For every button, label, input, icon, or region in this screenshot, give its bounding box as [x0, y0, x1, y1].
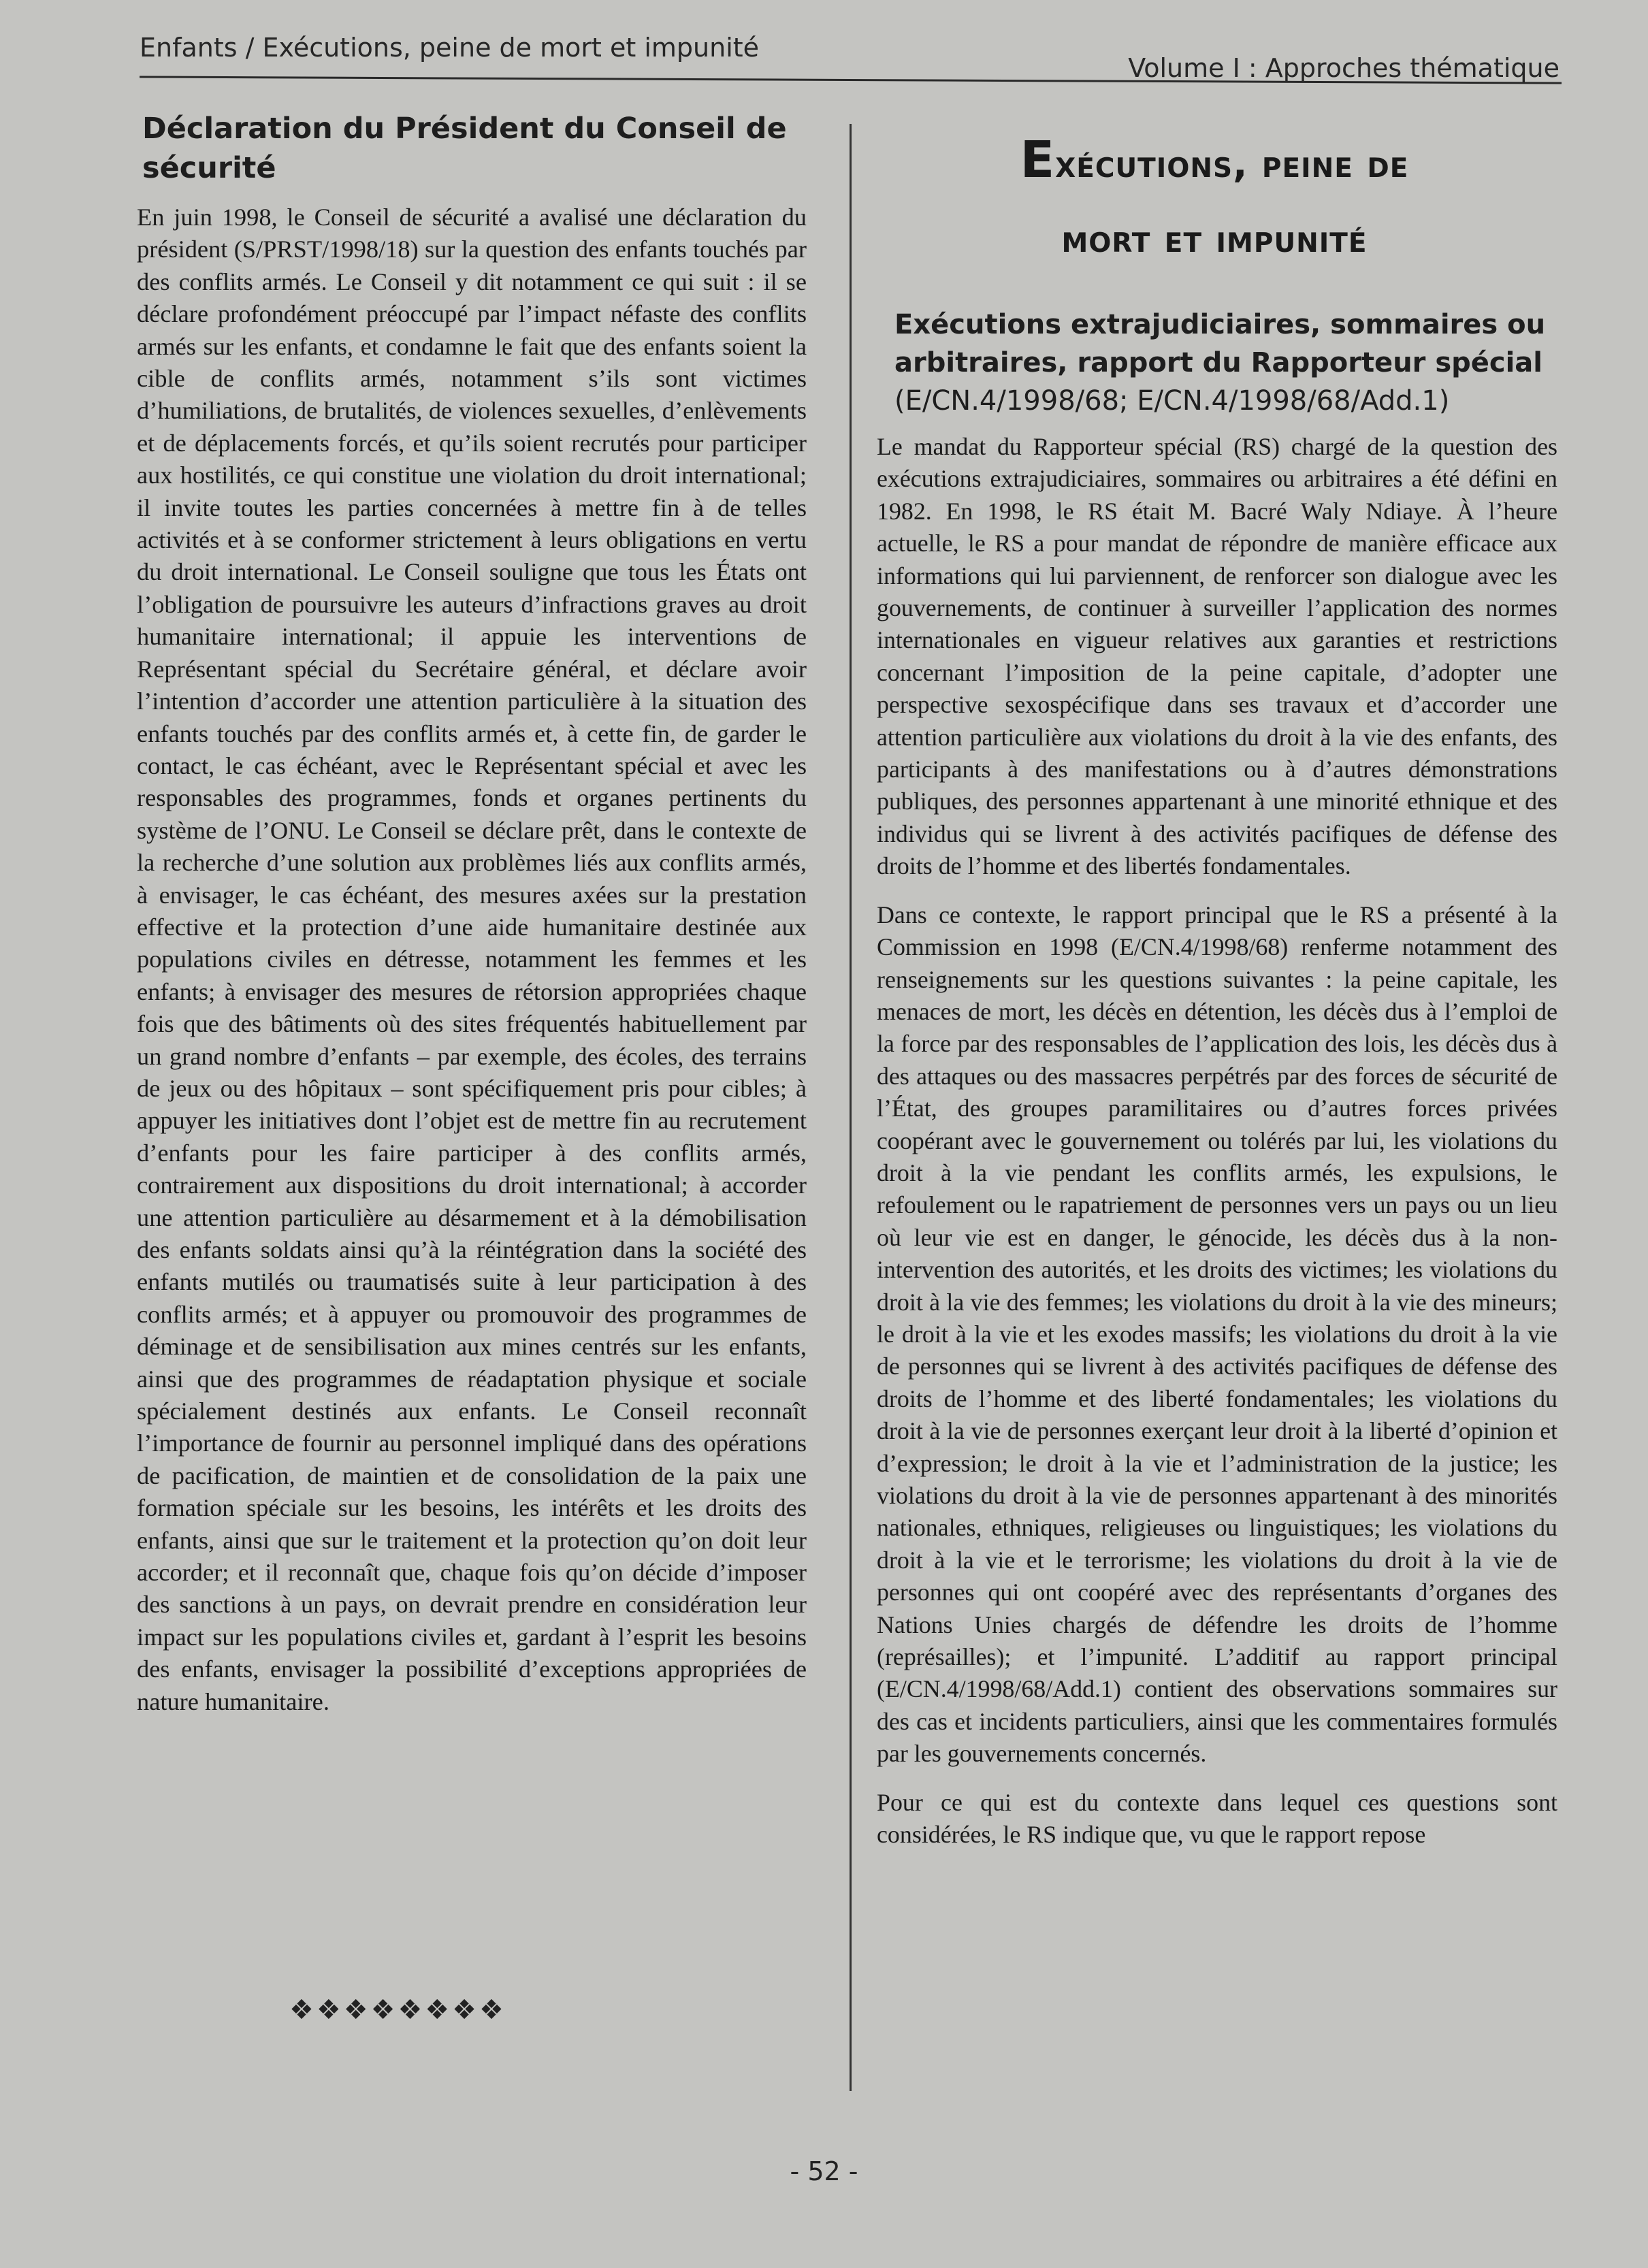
report-subheading-title: Exécutions extrajudiciaires, sommaires ou arbitraires, rapport du Rapporteur spécial — [894, 309, 1546, 378]
chapter-title-line1-rest: xécutions, peine de — [1055, 142, 1409, 187]
running-header-right: Volume I : Approches thématique — [1128, 53, 1560, 83]
chapter-title-line2: mort et impunité — [1061, 217, 1368, 261]
running-header-left: Enfants / Exécutions, peine de mort et impunité — [140, 33, 760, 63]
right-paragraph-3: Pour ce qui est du contexte dans lequel ces questions sont considérées, le RS indique que, vu que le rapport repose — [877, 1788, 1557, 1849]
chapter-title-line1 — [1020, 131, 1409, 189]
section-heading: Déclaration du Président du Conseil de sécurité — [142, 112, 787, 185]
column-divider — [850, 124, 852, 2091]
right-paragraph-2: Dans ce contexte, le rapport principal que le RS a présenté à la Commission en 1998 (E/CN.4/1998/68) renferme notamment des renseignements sur les questions suivantes : la peine capitale, les menaces de mort, les décès en détention, les décès dus à l’emploi de la force par des responsables de l’application des lois, les décès dus à des attaques ou des massacres perpétrés par des forces de sécurité de l’État, des groupes paramilitaires ou d’autres forces privées coopérant avec le gouvernement ou tolérés par lui, les violations du droit à la vie pendant les conflits armés, les expulsions, le refoulement ou le rapatriement de personnes vers un pays ou un lieu où leur vie est en danger, le génocide, les décès dus à la non-intervention des autorités, et les droits des victimes; les violations du droit à la vie des femmes; les violations du droit à la vie des mineurs; le droit à la vie et les exodes massifs; les violations du droit à la vie de personnes qui se livrent à des activités pacifiques de défense des droits de l’homme et des liberté fondamentales; les violations du droit à la vie de personnes exerçant leur droit à la liberté d’opinion et d’expression; le droit à la vie et l’administration de la justice; les violations du droit à la vie de personnes appartenant à des minorités nationales, ethniques, religieuses ou linguistiques; les violations du droit à la vie et le terrorisme; les violations du droit à la vie de personnes qui ont coopéré avec des représentants d’organes des Nations Unies chargés de défendre les droits de l’homme (représailles); et l’impunité. L’additif au rapport principal (E/CN.4/1998/68/Add.1) contient des observations sommaires sur des cas et incidents particuliers, ainsi que les commentaires formulés par les gouvernements concernés. — [877, 901, 1557, 1768]
page-number: - 52 - — [790, 2156, 858, 2186]
report-subheading-reference: (E/CN.4/1998/68; E/CN.4/1998/68/Add.1) — [894, 385, 1450, 417]
chapter-title-initial: E — [1020, 131, 1056, 189]
section-ornament: ❖❖❖❖❖❖❖❖ — [289, 1994, 506, 2026]
report-subheading — [894, 306, 1557, 420]
chapter-title — [871, 123, 1557, 277]
right-column — [871, 123, 1557, 1867]
left-body-paragraph: En juin 1998, le Conseil de sécurité a avalisé une déclaration du président (S/PRST/1998/18) sur la question des enfants touchés par des conflits armés. Le Conseil y dit notamment ce qui suit : il se déclare profondément préoccupé par l’impact néfaste des conflits armés sur les enfants, et condamne le fait que des enfants soient la cible de conflits armés, notamment s’ils sont victimes d’humiliations, de brutalités, de violences sexuelles, d’enlèvements et de déplacements forcés, et qu’ils soient recrutés pour participer aux hostilités, ce qui constitue une violation du droit international; il invite toutes les parties concernées à mettre fin à de telles activités et à se conformer strictement à leurs obligations en vertu du droit international. Le Conseil souligne que tous les États ont l’obligation de poursuivre les auteurs d’infractions graves au droit humanitaire international; il appuie les interventions de Représentant spécial du Secrétaire général, et déclare avoir l’intention d’accorder une attention particulière à la situation des enfants touchés par des conflits armés et, à cette fin, de garder le contact, le cas échéant, avec le Représentant spécial et avec les responsables des programmes, fonds et organes pertinents du système de l’ONU. Le Conseil se déclare prêt, dans le contexte de la recherche d’une solution aux problèmes liés aux conflits armés, à envisager, le cas échéant, des mesures axées sur la prestation effective et la protection d’une aide humanitaire destinée aux populations civiles en détresse, notamment les femmes et les enfants; à envisager des mesures de rétorsion appropriées chaque fois que des bâtiments où des sites fréquentés habituellement par un grand nombre d’enfants – par exemple, des écoles, des terrains de jeux ou des hôpitaux – sont spécifiquement pris pour cibles; à appuyer les initiatives dont l’objet est de mettre fin au recrutement d’enfants pour les faire participer à des conflits armés, contrairement aux dispositions du droit international; à accorder une attention particulière au désarmement et à la démobilisation des enfants soldats ainsi qu’à la réintégration dans la société des enfants mutilés ou traumatisés suite à leur participation à des conflits armés; et à appuyer ou promouvoir des programmes de déminage et de sensibilisation aux mines centrés sur les enfants, ainsi que des programmes de réadaptation physique et sociale spécialement destinés aux enfants. Le Conseil reconnaît l’importance de fournir au personnel impliqué dans des opérations de pacification, de maintien et de consolidation de la paix une formation spéciale sur les besoins, les intérêts et les droits des enfants, ainsi que sur le traitement et la protection qu’on doit leur accorder; et il reconnaît que, chaque fois qu’on décide d’imposer des sanctions à un pays, on devrait prendre en considération leur impact sur les populations civiles et, gardant à l’esprit les besoins des enfants, envisager la possibilité d’exceptions appropriées de nature humanitaire. — [137, 204, 807, 1715]
left-column — [133, 109, 807, 1718]
right-paragraph-1: Le mandat du Rapporteur spécial (RS) chargé de la question des exécutions extrajudiciaires, sommaires ou arbitraires a été défini en 1982. En 1998, le RS était M. Bacré Waly Ndiaye. À l’heure actuelle, le RS a pour mandat de répondre de manière efficace aux informations qui lui parviennent, de renforcer son dialogue avec les gouvernements, de continuer à surveiller l’application des normes internationales en vigueur relatives aux garanties et restrictions concernant l’imposition de la peine capitale, d’adopter une perspective sexospécifique dans ses travaux et d’accorder une attention particulière aux violations du droit à la vie des enfants, des participants à des manifestations ou à d’autres démonstrations publiques, des personnes appartenant à une minorité ethnique et des individus qui se livrent à des activités pacifiques de défense des droits de l’homme et des libertés fondamentales. — [877, 433, 1557, 880]
